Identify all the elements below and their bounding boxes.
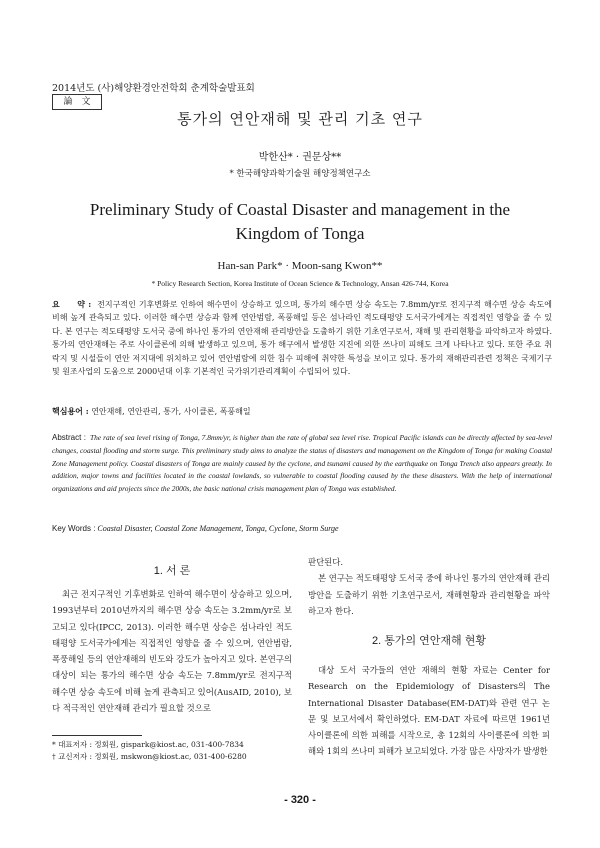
title-korean: 통가의 연안재해 및 관리 기초 연구 bbox=[177, 110, 423, 128]
section-2-paragraph: 대상 도서 국가들의 연안 재해의 현황 자료는 Center for Research on the Epidemiology of Disasters의 The International Disaster Database(EM-DAT)와 관련 연구 논문 및 보고서에서 확인하였다. EM-DAT 자료에 따르면 1961년 사이클론에 의한 피해를 시작으로, 총 12회의 사이클론에 의한 피해와 1회의 쓰나미 피해가 보고되었다. 가장 많은 사망자가 발생한 bbox=[308, 665, 550, 757]
section-2-heading: 2. 통가의 연안재해 현황 bbox=[372, 635, 486, 647]
abstract-english bbox=[52, 432, 552, 496]
keywords-korean-text: 연안재해, 연안관리, 통가, 사이클론, 폭풍해일 bbox=[91, 407, 251, 416]
footnote-co-author: † 교신저자 : 정회원, mskwon@kiost.ac, 031-400-6280 bbox=[52, 752, 247, 761]
article-type-tag: 論 文 bbox=[52, 94, 102, 110]
column-2-continuation: 판단된다. bbox=[308, 557, 344, 567]
section-1-paragraph: 최근 전지구적인 기후변화로 인하여 해수면이 상승하고 있으며, 1993년부터 2010년까지의 해수면 상승 속도는 3.2mm/yr로 보고되고 있다(IPCC, 2013). 이러한 해수면 상승은 섬나라인 적도태평양 도서국가에게는 직접적인 영향을 줄 수 있으며, 연안범람, 폭풍해일 등의 연안재해의 빈도와 강도가 높아지고 있다. 본연구의 대상이 되는 통가의 해수면 상승 속도는 7.8mm/yr로 전지구적 해수면 상승 속도에 비해 높게 관측되고 있어(AusAID, 2010), 보다 적극적인 연안재해 관리가 필요할 것으로 bbox=[52, 589, 292, 714]
keywords-english-label: Key Words : bbox=[52, 524, 96, 533]
affiliation-english: * Policy Research Section, Korea Institute of Ocean Science & Technology, Ansan 426-744, Korea bbox=[151, 279, 449, 288]
keywords-korean bbox=[52, 406, 552, 417]
right-column-bottom bbox=[308, 662, 550, 760]
column-2-paragraph: 본 연구는 적도태평양 도서국 중에 하나인 통가의 연안재해 관리방안을 도출하기 위한 기초연구로서, 재해현황과 관리현황을 파악하고자 한다. bbox=[308, 573, 550, 616]
affiliation-korean: * 한국해양과학기술원 해양정책연구소 bbox=[229, 169, 371, 179]
title-english: Preliminary Study of Coastal Disaster and management in the Kingdom of Tonga bbox=[89, 200, 511, 243]
authors-korean: 박한산* · 권문상** bbox=[258, 152, 342, 163]
abstract-korean bbox=[52, 298, 552, 378]
abstract-korean-text: 전지구적인 기후변화로 인하여 해수면이 상승하고 있으며, 통가의 해수면 상승 속도는 7.8mm/yr로 전지구적 해수면 상승 속도에 비해 높게 관측되고 있다. 이러한 해수면 상승과 함께 연안범람, 폭풍해일 등은 섬나라인 적도태평양 도서국가에게는 직접적인 영향을 줄 수 있다. 본 연구는 적도태평양 도서국 중에 하나인 통가의 연안재해 관리방안을 도출하기 위한 기초연구로서, 재해 및 관리현황을 파악하고자 하였다. 통가의 연안재해는 주로 사이클론에 의해 발생하고 있으며, 통가 해구에서 발생한 지진에 의한 쓰나미 피해도 크게 나타나고 있다. 또한 주요 취락지 및 시설들이 연안 저지대에 위치하고 있어 연안범람에 의한 침수 피해에 취약한 특성을 보이고 있다. 통가의 재해관리관련 정책은 국제기구 및 원조사업의 도움으로 2000년대 이후 기본적인 국가위기관리계획이 수립되어 있다. bbox=[52, 300, 552, 377]
right-column-top bbox=[308, 554, 550, 619]
page-number: - 320 - bbox=[284, 794, 316, 806]
keywords-korean-label: 핵심용어 : bbox=[52, 406, 89, 416]
footnote-corresponding-author: * 대표저자 : 정회원, gispark@kiost.ac, 031-400-7834 bbox=[52, 740, 244, 749]
abstract-korean-label: 요 약 : bbox=[52, 299, 92, 309]
footnote-divider bbox=[52, 735, 142, 736]
keywords-english-text: Coastal Disaster, Coastal Zone Management, Tonga, Cyclone, Storm Surge bbox=[97, 524, 339, 533]
abstract-english-text: The rate of sea level rising of Tonga, 7.8mm/yr, is higher than the rate of global sea level rise. Tropical Pacific islands can be directly affected by sea-level changes, coastal flooding and storm surge. This preliminary study aims to analyze the status of disasters and management on the Kingdom of Tonga for making Coastal Zone Management policy. Coastal disasters of Tonga are mainly caused by the cyclone, and tsunami caused by the earthquake on Tonga Trench also appears greatly. In addition, major towns and facilities located in the coastal lowlands, so vulnerable to coastal flooding caused by the these disasters. With the help of international organizations and aid projects since the 2000s, the basic national crisis management plan of Tonga was established. bbox=[52, 433, 553, 494]
section-1-heading: 1. 서 론 bbox=[153, 565, 191, 577]
authors-english: Han-san Park* · Moon-sang Kwon** bbox=[217, 260, 383, 272]
left-column bbox=[52, 586, 292, 716]
journal-header: 2014년도 (사)해양환경안전학회 춘계학술발표회 bbox=[52, 83, 255, 94]
keywords-english bbox=[52, 524, 552, 533]
footnotes bbox=[52, 739, 312, 763]
abstract-english-label: Abstract : bbox=[52, 433, 86, 442]
